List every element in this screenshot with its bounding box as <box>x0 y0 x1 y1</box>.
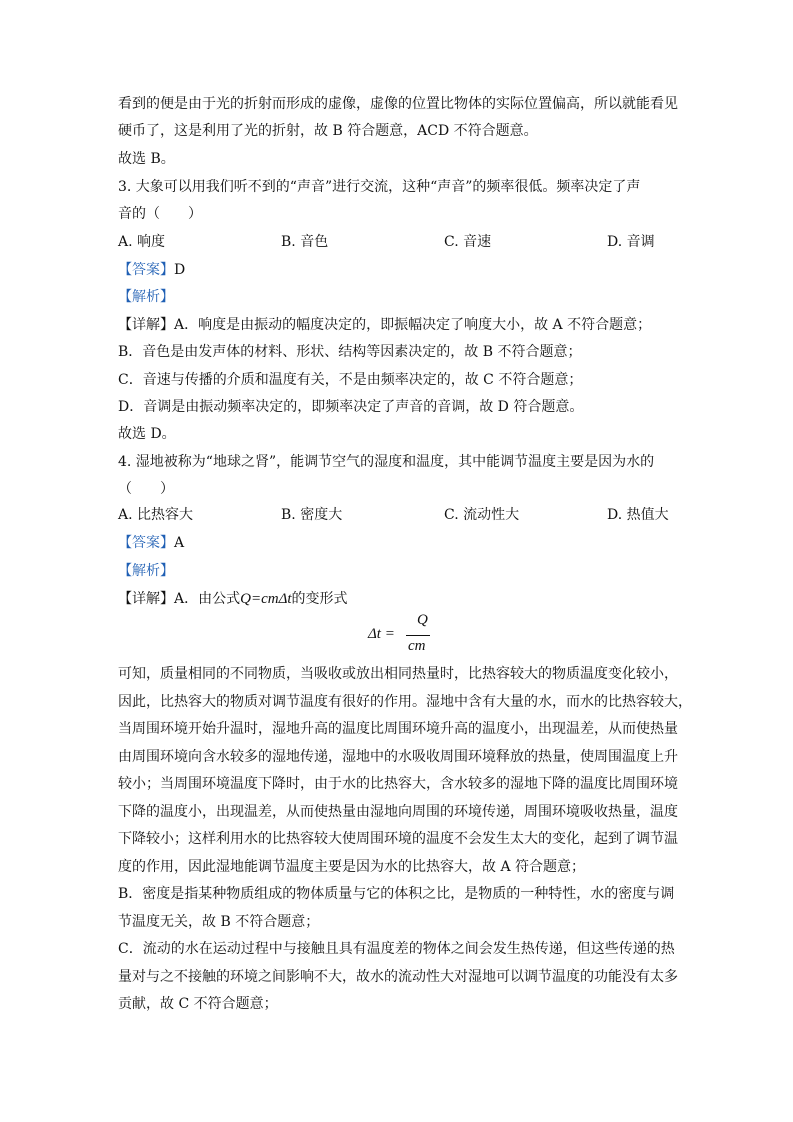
q4-body-line: 当周围环境开始升温时，湿地升高的温度比周围环境升高的温度小，出现温差，从而使热量 <box>118 721 678 737</box>
q3-answer <box>118 260 185 280</box>
q3-detail: B．音色是由发声体的材料、形状、结构等因素决定的，故 B 不符合题意； <box>118 344 582 360</box>
text-line: 硬币了，这是利用了光的折射，故 B 符合题意，ACD 不符合题意。 <box>118 123 538 139</box>
answer-tag: 【答案】 <box>118 535 174 551</box>
q4-body-line: 下降的温度小，出现温差，从而使热量由湿地向周围的环境传递，周围环境吸收热量，温度 <box>118 804 678 820</box>
q3-option-b: B. 音色 <box>281 234 329 250</box>
q4-option-c: C. 流动性大 <box>444 507 520 523</box>
q3-option-c: C. 音速 <box>444 234 492 250</box>
text-line: 故选 B。 <box>118 151 175 167</box>
q4-body-line: B．密度是指某种物质组成的物体质量与它的体积之比，是物质的一种特性，水的密度与调 <box>118 886 675 902</box>
q4-option-d: D. 热值大 <box>607 507 669 523</box>
q3-option-a: A. 响度 <box>118 234 166 250</box>
q4-body-line: 因此，比热容大的物质对调节温度有很好的作用。湿地中含有大量的水，而水的比热容较大， <box>118 694 692 710</box>
q3-analysis-tag: 【解析】 <box>118 289 174 305</box>
q4-detail <box>118 589 348 609</box>
question-3-stem: 3. 大象可以用我们听不到的“声音”进行交流，这种“声音”的频率很低。频率决定了声 <box>118 179 641 195</box>
q3-detail: C．音速与传播的介质和温度有关，不是由频率决定的，故 C 不符合题意； <box>118 372 583 388</box>
q3-conclusion: 故选 D。 <box>118 426 176 442</box>
q4-body-line: 量对与之不接触的环境之间影响不大，故水的流动性大对湿地可以调节温度的功能没有太多 <box>118 969 678 985</box>
answer-value: D <box>174 262 186 278</box>
q4-answer <box>118 533 184 553</box>
q3-detail <box>118 315 651 335</box>
q4-body-line: 贡献，故 C 不符合题意； <box>118 996 278 1012</box>
formula-numerator: Q <box>417 612 428 628</box>
q4-body-line: 较小；当周围环境温度下降时，由于水的比热容大，含水较多的湿地下降的温度比周围环境 <box>118 776 678 792</box>
question-3-stem: 音的（ ） <box>118 206 202 222</box>
q3-detail: D．音调是由振动频率决定的，即频率决定了声音的音调，故 D 符合题意。 <box>118 399 584 415</box>
q4-body-line: 由周围环境向含水较多的湿地传递，湿地中的水吸收周围环境释放的热量，使周围温度上升 <box>118 749 678 765</box>
detail-tag: 【详解】 <box>118 591 174 607</box>
q3-option-d: D. 音调 <box>607 234 655 250</box>
fraction-bar <box>406 635 430 636</box>
inline-formula: Q=cmΔt <box>240 591 292 607</box>
detail-text: A．由公式 <box>174 591 241 607</box>
q4-option-b: B. 密度大 <box>281 507 343 523</box>
formula-denominator: cm <box>408 638 426 654</box>
detail-tag: 【详解】 <box>118 317 174 333</box>
detail-text: A．响度是由振动的幅度决定的，即振幅决定了响度大小，故 A 不符合题意； <box>174 317 652 333</box>
answer-value: A <box>174 535 185 551</box>
formula-lhs: Δt = <box>368 626 395 642</box>
question-4-stem: 4. 湿地被称为“地球之肾”，能调节空气的湿度和温度，其中能调节温度主要是因为水的 <box>118 454 655 470</box>
detail-text: 的变形式 <box>291 591 348 607</box>
q4-analysis-tag: 【解析】 <box>118 563 174 579</box>
q4-body-line: 节温度无关，故 B 不符合题意； <box>118 914 320 930</box>
q4-body-line: 度的作用，因此湿地能调节温度主要是因为水的比热容大，故 A 符合题意； <box>118 859 586 875</box>
answer-tag: 【答案】 <box>118 262 174 278</box>
q4-option-a: A. 比热容大 <box>118 507 194 523</box>
q4-body-line: 可知，质量相同的不同物质，当吸收或放出相同热量时，比热容较大的物质温度变化较小， <box>118 666 678 682</box>
formula-delta-t <box>368 612 438 658</box>
question-4-stem: （ ） <box>118 481 174 497</box>
q4-body-line: C．流动的水在运动过程中与接触且具有温度差的物体之间会发生热传递，但这些传递的热 <box>118 941 675 957</box>
q4-body-line: 下降较小；这样利用水的比热容较大使周围环境的温度不会发生太大的变化，起到了调节温 <box>118 831 678 847</box>
text-line: 看到的便是由于光的折射而形成的虚像，虚像的位置比物体的实际位置偏高，所以就能看见 <box>118 96 678 112</box>
